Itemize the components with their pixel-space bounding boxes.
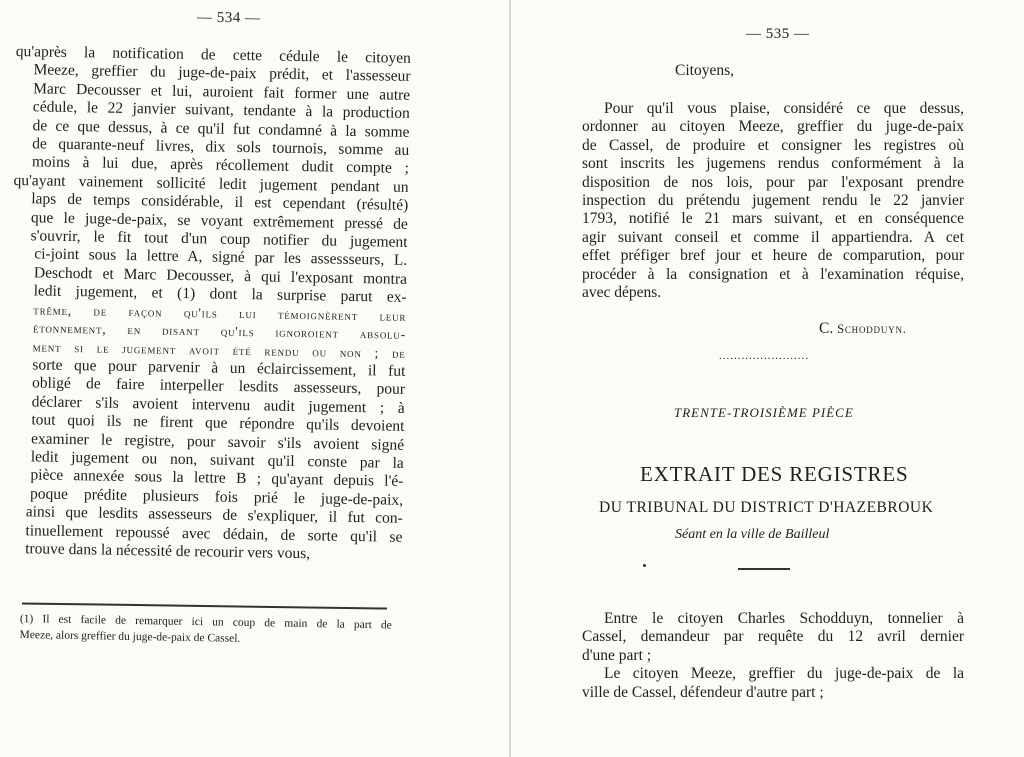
text-line: ledit jugement, et (1) dont la surprise parut ex-: [33, 282, 407, 307]
text-line: ainsi que lesdits assesseurs de s'expliquer, il fut con-: [25, 503, 403, 527]
print-speck: [643, 564, 646, 567]
footnote-line: (1) Il est facile de remarquer ici un coup de main de la part de: [19, 612, 392, 632]
text-line: inspection du prétendu jugement rendu le 22 janvier: [582, 192, 964, 210]
text-line: que le juge-de-paix, se voyant extrêmement pressé de: [30, 208, 409, 233]
text-line: avec dépens.: [582, 284, 662, 302]
petition-text: [582, 100, 964, 302]
signature: [819, 320, 907, 338]
signature-initial: C.: [819, 320, 834, 337]
text-line: Pour qu'il vous plaise, considéré ce que dessus,: [604, 100, 964, 117]
section-rule: [738, 568, 790, 570]
tribunal-heading: DU TRIBUNAL DU DISTRICT D'HAZEBROUK: [599, 499, 934, 516]
salutation: Citoyens,: [675, 62, 734, 79]
text-line: procéder à la consignation et à l'examination réquise,: [582, 265, 964, 283]
text-line: examiner le registre, pour savoir s'ils avoient signé: [30, 429, 405, 454]
text-line: Deschodt et Marc Decousser, à qui l'exposant montra: [33, 264, 408, 288]
left-body-text: [7, 43, 411, 565]
text-line: Le citoyen Meeze, greffier du juge-de-paix de la: [604, 665, 964, 683]
text-line: laps de temps considérable, il est cependant (résulté): [31, 190, 409, 215]
text-line: ment si le jugement avoit été rendu ou non ; de: [32, 338, 406, 361]
text-line: ci-joint sous la lettre A, signé par les assessseurs, L.: [34, 245, 408, 270]
text-line: poque prédite plusieurs fois prié le juge-de-paix,: [29, 485, 404, 509]
text-line: Marc Decousser et lui, auroient fait former une autre: [33, 80, 411, 104]
text-line: sorte que pour parvenir à un éclaircissement, il fut: [32, 356, 406, 380]
text-line: qu'après la notification de cette cédule le citoyen: [15, 43, 411, 67]
text-line: 1793, notifié le 21 mars suivant, et en conséquence: [582, 210, 964, 228]
text-line: tinuellement repoussé avec dédain, de sorte qu'il se: [25, 521, 403, 546]
text-line: agir suivant conseil et comme il appartiendra. A cet: [582, 228, 964, 246]
text-line: cédule, le 22 janvier suivant, tendante à la production: [32, 98, 410, 123]
text-line: déclarer s'ils avoient intervenu audit jugement ; à: [31, 393, 405, 417]
text-line: tout quoi ils ne firent que répondre qu'ils devoient: [31, 411, 405, 435]
text-line: trême, de façon qu'ils lui témoignèrent leur: [33, 302, 407, 324]
text-line: sont inscrits les jugemens rendus conformément à la: [582, 155, 964, 173]
piece-title: TRENTE-TROISIÈME PIÈCE: [674, 405, 854, 420]
footnote: [19, 612, 391, 649]
page-number-right: — 535 —: [746, 26, 810, 42]
text-line: étonnement, en disant qu'ils ignoroient absolu-: [32, 320, 407, 342]
text-line: Entre le citoyen Charles Schodduyn, tonnelier à: [604, 610, 964, 627]
text-line: de Cassel, de produire et consigner les registres où: [582, 136, 964, 154]
page-number-left: — 534 —: [196, 9, 261, 27]
parties-text: [582, 610, 964, 702]
text-line: de ce que dessus, à ce qu'il fut condamné à la somme: [32, 116, 410, 141]
text-line: qu'ayant vainement sollicité ledit jugement pendant un: [13, 171, 409, 196]
text-line: s'ouvrir, le fit tout d'un coup notifier du jugement: [30, 227, 408, 251]
footnote-divider: [22, 602, 387, 609]
text-line: ledit jugement ou non, suivant qu'il conste par la: [30, 448, 404, 472]
text-line: ville de Cassel, défendeur d'autre part ;: [582, 683, 824, 701]
text-line: moins à lui due, après récollement dudit compte ;: [31, 153, 410, 178]
text-line: effet préfiger bref jour et heure de comparution, pour: [582, 247, 964, 265]
text-line: disposition de nos lois, pour par l'exposant prendre: [582, 173, 964, 191]
text-line: ordonner au citoyen Meeze, greffier du juge-de-paix: [582, 118, 964, 136]
text-line: de quarante-neuf livres, dix sols tournois, somme au: [32, 135, 410, 159]
text-line: trouve dans la nécessité de recourir vers vous,: [25, 540, 311, 563]
extract-title: EXTRAIT DES REGISTRES: [640, 462, 909, 486]
text-line: Meeze, greffier du juge-de-paix prédit, et l'assesseur: [33, 61, 411, 86]
left-page: [0, 0, 509, 757]
text-line: pièce annexée sous la lettre B ; qu'ayant depuis l'é-: [30, 466, 404, 491]
text-line: Cassel, demandeur par requête du 12 avril dernier: [582, 628, 964, 646]
footnote-line: Meeze, alors greffier du juge-de-paix de Cassel.: [19, 628, 241, 645]
right-page: [511, 0, 1024, 757]
dotted-separator: ........................: [719, 350, 809, 362]
seat-subheading: Séant en la ville de Bailleul: [675, 527, 830, 542]
text-line: d'une part ;: [582, 646, 652, 664]
right-column: [582, 0, 964, 757]
text-line: obligé de faire interpeller lesdits assesseurs, pour: [31, 374, 406, 399]
signature-name: Schodduyn.: [837, 322, 907, 336]
